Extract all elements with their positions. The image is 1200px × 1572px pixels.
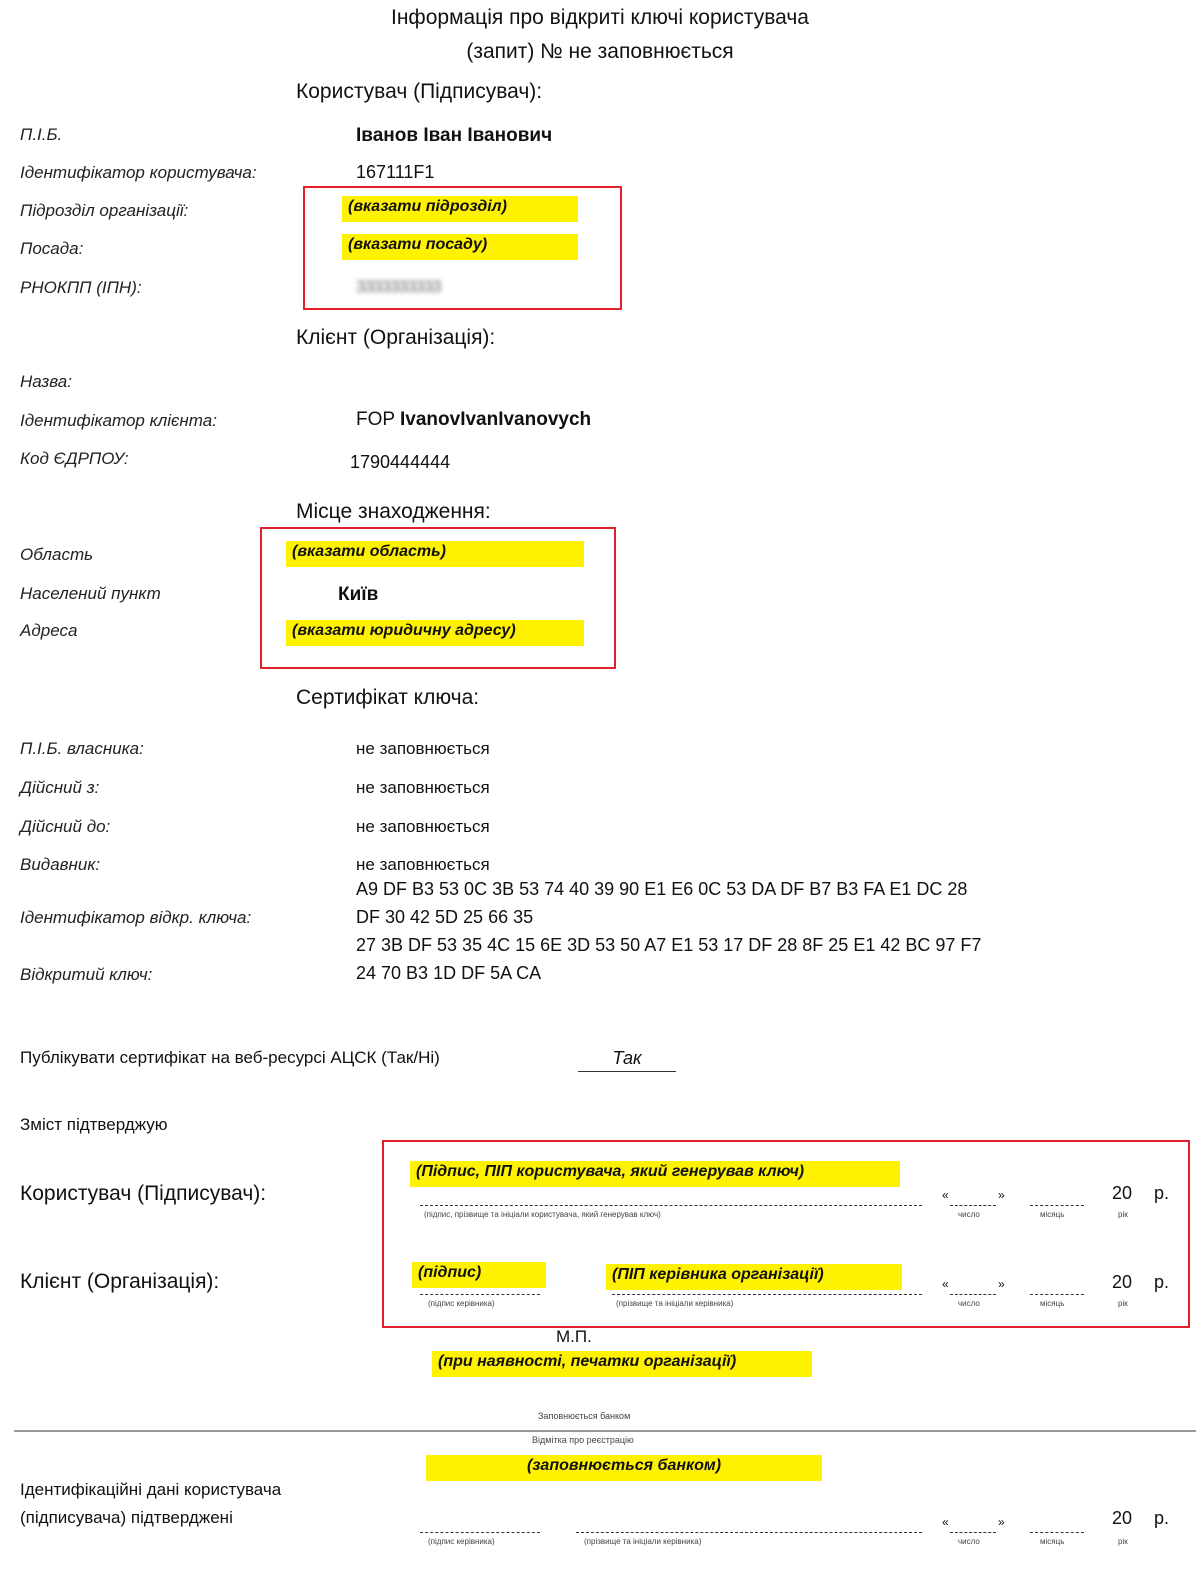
- date-year-caption-1: рік: [1118, 1210, 1128, 1219]
- user-fio-label: П.І.Б.: [20, 125, 63, 144]
- date-month-caption-3: місяць: [1040, 1537, 1065, 1546]
- bank-id-confirm-line1: Ідентифікаційні дані користувача: [20, 1480, 282, 1499]
- date-quote-open-1: «: [942, 1188, 949, 1202]
- date-day-caption-2: число: [958, 1299, 980, 1308]
- bank-id-confirm-line2: (підписувача) підтверджені: [20, 1508, 233, 1527]
- date-year-caption-2: рік: [1118, 1299, 1128, 1308]
- location-address-value: (вказати юридичну адресу): [286, 620, 584, 646]
- confirm-client-label: Клієнт (Організація):: [20, 1270, 220, 1293]
- date-month-caption-1: місяць: [1040, 1210, 1065, 1219]
- date-year-suffix-1: р.: [1154, 1183, 1170, 1203]
- location-highlight-box: [260, 527, 616, 669]
- confirm-user-label: Користувач (Підписувач):: [20, 1182, 267, 1205]
- client-id-name: IvanovIvanIvanovych: [400, 409, 592, 430]
- cert-pubkey-label: Відкритий ключ:: [20, 965, 153, 984]
- client-section-title: Клієнт (Організація):: [296, 326, 496, 349]
- user-position-value: (вказати посаду): [342, 234, 578, 260]
- location-city-label: Населений пункт: [20, 584, 161, 603]
- client-name-label: Назва:: [20, 372, 72, 391]
- cert-keyid-line2: DF 30 42 5D 25 66 35: [356, 907, 534, 927]
- client-edrpou-label: Код ЄДРПОУ:: [20, 449, 129, 468]
- cert-owner-label: П.І.Б. власника:: [20, 739, 144, 758]
- confirm-user-sign-hint: (Підпис, ПІП користувача, який генерував ключ): [410, 1161, 900, 1187]
- cert-from-value: не заповнюється: [356, 778, 490, 797]
- stamp-label: М.П.: [556, 1327, 592, 1346]
- location-address-label: Адреса: [20, 621, 78, 640]
- bank-name-line[interactable]: [576, 1532, 922, 1533]
- bank-filled-hint: (заповнюється банком): [426, 1455, 822, 1481]
- client-edrpou-value: 1790444444: [350, 452, 451, 472]
- confirm-client-sign-hint: (підпис): [412, 1262, 546, 1288]
- user-tax-label: РНОКПП (ІПН):: [20, 278, 142, 297]
- date-day-caption-1: число: [958, 1210, 980, 1219]
- bank-filled-by: Заповнюється банком: [538, 1411, 631, 1421]
- cert-issuer-label: Видавник:: [20, 855, 101, 874]
- confirm-client-name-hint: (ПІП керівника організації): [606, 1264, 902, 1290]
- user-id-value: 167111F1: [356, 162, 435, 182]
- date-year-prefix-2: 20: [1112, 1272, 1133, 1292]
- user-tax-value-redacted: 3333333333: [356, 277, 441, 296]
- date-year-prefix-3: 20: [1112, 1508, 1133, 1528]
- cert-to-value: не заповнюється: [356, 817, 490, 836]
- bank-registration-note: Відмітка про реєстрацію: [532, 1435, 634, 1445]
- location-region-label: Область: [20, 545, 94, 564]
- user-id-label: Ідентифікатор користувача:: [20, 163, 257, 182]
- date-day-line-3[interactable]: [950, 1532, 996, 1533]
- date-quote-close-2: »: [998, 1277, 1005, 1291]
- date-quote-close-3: »: [998, 1515, 1005, 1529]
- signatures-highlight-box: [382, 1140, 1190, 1328]
- user-fio-value: Іванов Іван Іванович: [356, 125, 553, 146]
- certificate-section-title: Сертифікат ключа:: [296, 686, 480, 709]
- client-id-label: Ідентифікатор клієнта:: [20, 411, 217, 430]
- date-quote-close-1: »: [998, 1188, 1005, 1202]
- user-highlight-box: [303, 186, 622, 310]
- bank-name-caption: (прізвище та ініціали керівника): [584, 1537, 702, 1546]
- user-sign-caption: (підпис, прізвище та ініціали користувача, який генерував ключ): [424, 1210, 661, 1219]
- date-year-prefix-1: 20: [1112, 1183, 1133, 1203]
- cert-issuer-value: не заповнюється: [356, 855, 490, 874]
- publish-value[interactable]: Так: [578, 1048, 676, 1072]
- cert-owner-value: не заповнюється: [356, 739, 490, 758]
- date-month-line-3[interactable]: [1030, 1532, 1084, 1533]
- user-dept-label: Підрозділ організації:: [20, 201, 189, 220]
- date-quote-open-3: «: [942, 1515, 949, 1529]
- client-name-caption: (прізвище та ініціали керівника): [616, 1299, 734, 1308]
- client-id-value: [356, 409, 591, 431]
- confirm-text: Зміст підтверджую: [20, 1115, 168, 1134]
- document-subtitle: (запит) № не заповнюється: [466, 40, 734, 63]
- cert-to-label: Дійсний до:: [20, 817, 111, 836]
- client-id-prefix: FOP: [356, 409, 395, 430]
- bank-sign-line[interactable]: [420, 1532, 540, 1533]
- user-position-label: Посада:: [20, 239, 84, 258]
- cert-pubkey-line1: 27 3B DF 53 35 4C 15 6E 3D 53 50 A7 E1 53 17 DF 28 8F 25 E1 42 BC 97 F7: [356, 935, 982, 955]
- cert-keyid-label: Ідентифікатор відкр. ключа:: [20, 908, 252, 927]
- location-section-title: Місце знаходження:: [296, 500, 491, 523]
- date-year-suffix-2: р.: [1154, 1272, 1170, 1292]
- location-city-value: Київ: [338, 584, 379, 605]
- date-month-caption-2: місяць: [1040, 1299, 1065, 1308]
- bank-divider: [14, 1430, 1196, 1432]
- cert-pubkey-line2: 24 70 B3 1D DF 5A CA: [356, 963, 542, 983]
- location-region-value: (вказати область): [286, 541, 584, 567]
- document-title: Інформація про відкриті ключі користувача: [391, 6, 809, 29]
- client-sign-caption: (підпис керівника): [428, 1299, 495, 1308]
- date-day-caption-3: число: [958, 1537, 980, 1546]
- publish-label: Публікувати сертифікат на веб-ресурсі АЦСК (Так/Ні): [20, 1048, 440, 1067]
- date-quote-open-2: «: [942, 1277, 949, 1291]
- cert-keyid-line1: A9 DF B3 53 0C 3B 53 74 40 39 90 E1 E6 0C 53 DA DF B7 B3 FA E1 DC 28: [356, 879, 968, 899]
- user-section-title: Користувач (Підписувач):: [296, 80, 543, 103]
- user-dept-value: (вказати підрозділ): [342, 196, 578, 222]
- stamp-hint: (при наявності, печатки організації): [432, 1351, 812, 1377]
- cert-from-label: Дійсний з:: [20, 778, 100, 797]
- date-year-suffix-3: р.: [1154, 1508, 1170, 1528]
- bank-sign-caption: (підпис керівника): [428, 1537, 495, 1546]
- date-year-caption-3: рік: [1118, 1537, 1128, 1546]
